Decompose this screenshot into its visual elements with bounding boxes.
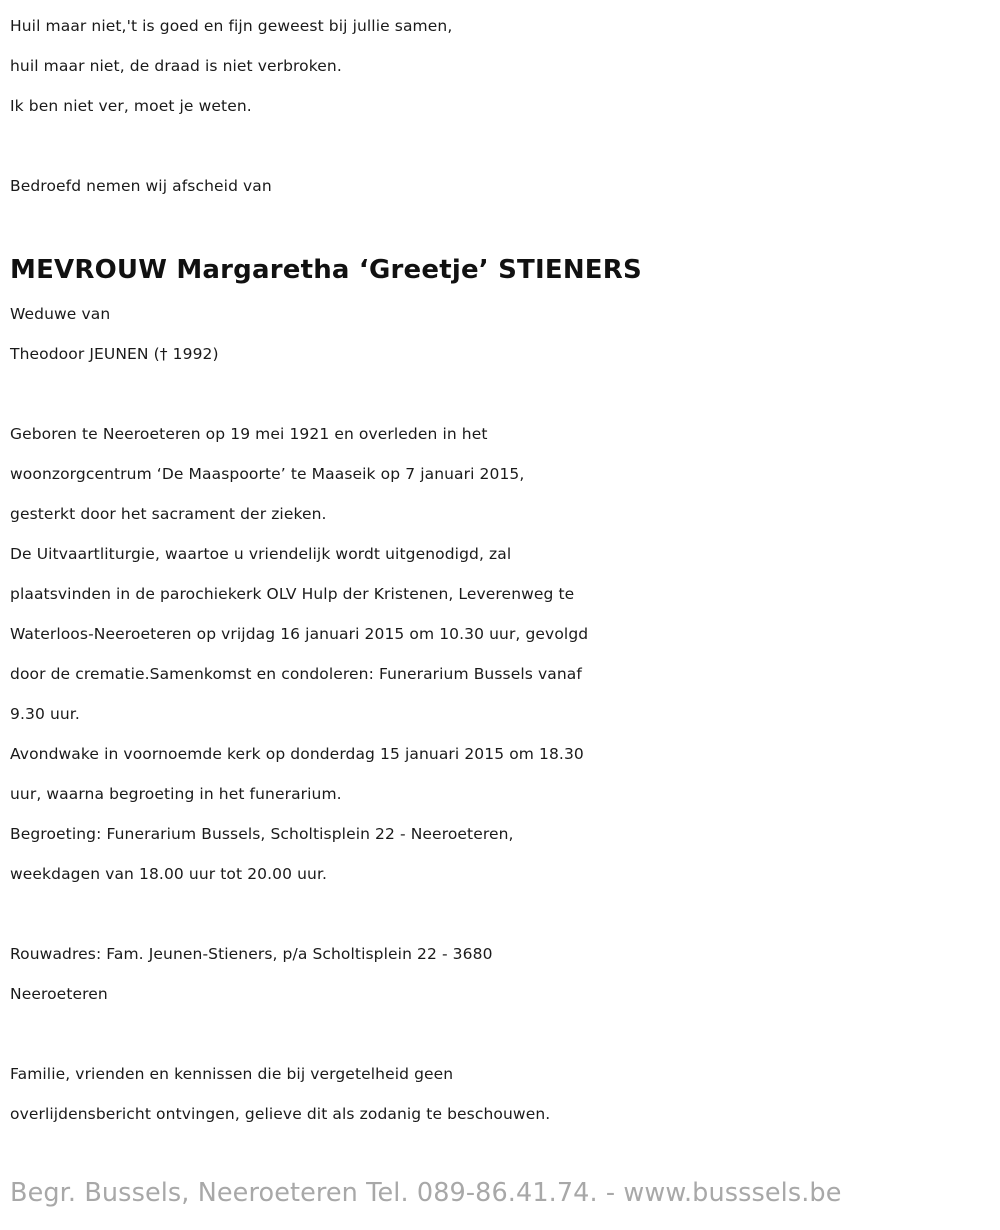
poem-line-1: Huil maar niet,'t is goed en fijn geweest bij jullie samen, bbox=[10, 17, 453, 35]
address-line-2: Neeroeteren bbox=[10, 985, 108, 1003]
details-line-7: door de crematie.Samenkomst en condoleren: Funerarium Bussels vanaf bbox=[10, 665, 582, 683]
spacer bbox=[10, 1014, 995, 1054]
details-line-4: De Uitvaartliturgie, waartoe u vriendelijk wordt uitgenodigd, zal bbox=[10, 545, 512, 563]
notice-line-1: Familie, vrienden en kennissen die bij vergetelheid geen bbox=[10, 1065, 454, 1083]
details-line-5: plaatsvinden in de parochiekerk OLV Hulp der Kristenen, Leverenweg te bbox=[10, 585, 575, 603]
details-line-8: 9.30 uur. bbox=[10, 705, 80, 723]
funeral-home-footer: Begr. Bussels, Neeroeteren Tel. 089-86.41.74. - www.busssels.be bbox=[10, 1178, 842, 1208]
details-line-11: Begroeting: Funerarium Bussels, Scholtisplein 22 - Neeroeteren, bbox=[10, 825, 514, 843]
deceased-name: MEVROUW Margaretha ‘Greetje’ STIENERS bbox=[10, 255, 642, 285]
details-line-6: Waterloos-Neeroeteren op vrijdag 16 januari 2015 om 10.30 uur, gevolgd bbox=[10, 625, 589, 643]
notice-section bbox=[10, 1054, 995, 1134]
spouse-text: Theodoor JEUNEN († 1992) bbox=[10, 345, 219, 363]
spacer bbox=[10, 374, 995, 414]
poem-line-2: huil maar niet, de draad is niet verbroken. bbox=[10, 57, 342, 75]
deceased-section bbox=[10, 246, 995, 374]
poem-section bbox=[10, 6, 995, 126]
details-line-2: woonzorgcentrum ‘De Maaspoorte’ te Maaseik op 7 januari 2015, bbox=[10, 465, 525, 483]
details-line-3: gesterkt door het sacrament der zieken. bbox=[10, 505, 327, 523]
spacer bbox=[10, 126, 995, 166]
address-section bbox=[10, 934, 995, 1014]
details-line-1: Geboren te Neeroeteren op 19 mei 1921 en overleden in het bbox=[10, 425, 488, 443]
spacer bbox=[10, 206, 995, 246]
details-line-9: Avondwake in voornoemde kerk op donderdag 15 januari 2015 om 18.30 bbox=[10, 745, 584, 763]
spacer bbox=[10, 894, 995, 934]
relation-text: Weduwe van bbox=[10, 305, 111, 323]
poem-line-3: Ik ben niet ver, moet je weten. bbox=[10, 97, 252, 115]
address-line-1: Rouwadres: Fam. Jeunen-Stieners, p/a Scholtisplein 22 - 3680 bbox=[10, 945, 493, 963]
details-section bbox=[10, 414, 995, 894]
details-line-12: weekdagen van 18.00 uur tot 20.00 uur. bbox=[10, 865, 328, 883]
intro-text: Bedroefd nemen wij afscheid van bbox=[10, 177, 272, 195]
details-line-10: uur, waarna begroeting in het funerarium. bbox=[10, 785, 342, 803]
obituary-document bbox=[10, 6, 995, 1134]
notice-line-2: overlijdensbericht ontvingen, gelieve dit als zodanig te beschouwen. bbox=[10, 1105, 551, 1123]
